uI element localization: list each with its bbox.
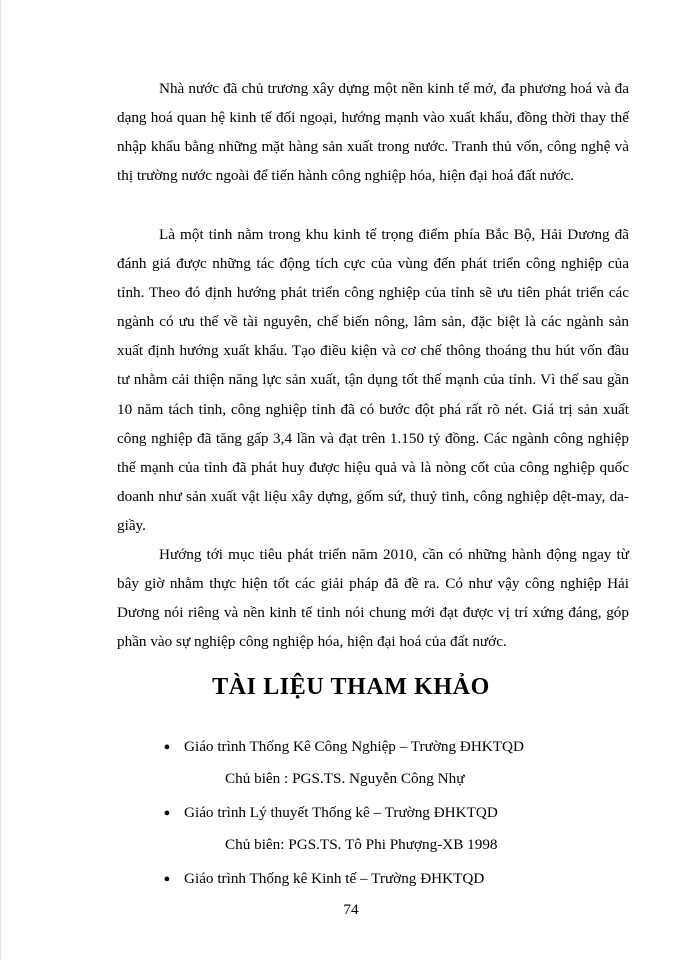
references-heading: TÀI LIỆU THAM KHẢO bbox=[212, 674, 490, 700]
reference-title: Giáo trình Thống Kê Công Nghiệp – Trường ĐHKTQD bbox=[184, 738, 524, 755]
body-paragraph-2: Là một tỉnh nằm trong khu kinh tế trọng điểm phía Bắc Bộ, Hải Dương đã đánh giá được những tác động tích cực của vùng đến phát triển công nghiệp của tỉnh. Theo đó định hướng phát triển công nghiệp của tỉnh sẽ ưu tiên phát triển các ngành có ưu thế về tài nguyên, chế biến nông, lâm sản, đặc biệt là các ngành sản xuất định hướng xuất khẩu. Tạo điều kiện và cơ chế thông thoáng thu hút vốn đầu tư nhằm cải thiện năng lực sản xuất, tận dụng tốt thế mạnh của tỉnh. Vì thế sau gần 10 năm tách tỉnh, công nghiệp tỉnh đã có bước đột phá rất rõ nét. Giá trị sản xuất công nghiệp đã tăng gấp 3,4 lần và đạt trên 1.150 tỷ đồng. Các ngành công nghiệp thế mạnh của tỉnh đã phát huy được hiệu quả và là nòng cốt của công nghiệp quốc doanh như sản xuất vật liệu xây dựng, gốm sứ, thuỷ tinh, công nghiệp dệt-may, da-giầy. bbox=[117, 226, 629, 534]
reference-editor: Chủ biên : PGS.TS. Nguyễn Công Nhự bbox=[225, 770, 465, 787]
reference-item-3 bbox=[1, 864, 700, 894]
reference-item-1 bbox=[1, 732, 700, 798]
bullet-icon: ● bbox=[163, 741, 171, 753]
body-paragraph-3: Hướng tới mục tiêu phát triển năm 2010, cần có những hành động ngay từ bây giờ nhằm thực hiện tốt các giải pháp đã đề ra. Có như vậy công nghiệp Hải Dương nói riêng và nền kinh tế tỉnh nói chung mới đạt được vị trí xứng đáng, góp phần vào sự nghiệp công nghiệp hóa, hiện đại hoá của đất nước. bbox=[117, 546, 629, 651]
reference-title: Giáo trình Lý thuyết Thống kê – Trường ĐHKTQD bbox=[184, 804, 498, 821]
bullet-icon: ● bbox=[163, 873, 171, 885]
bullet-icon: ● bbox=[163, 807, 171, 819]
reference-item-2 bbox=[1, 798, 700, 864]
page-number: 74 bbox=[343, 901, 359, 918]
references-list bbox=[1, 732, 700, 894]
reference-editor: Chủ biên: PGS.TS. Tô Phi Phượng-XB 1998 bbox=[225, 836, 498, 853]
reference-title: Giáo trình Thống kê Kinh tế – Trường ĐHKTQD bbox=[184, 870, 485, 887]
body-paragraph-1: Nhà nước đã chủ trương xây dựng một nền kinh tế mở, đa phương hoá và đa dạng hoá quan hệ kinh tế đối ngoại, hướng mạnh vào xuất khẩu, đồng thời thay thế nhập khẩu bằng những mặt hàng sản xuất trong nước. Tranh thủ vốn, công nghệ và thị trường nước ngoài để tiến hành công nghiệp hóa, hiện đại hoá đất nước. bbox=[117, 80, 629, 185]
